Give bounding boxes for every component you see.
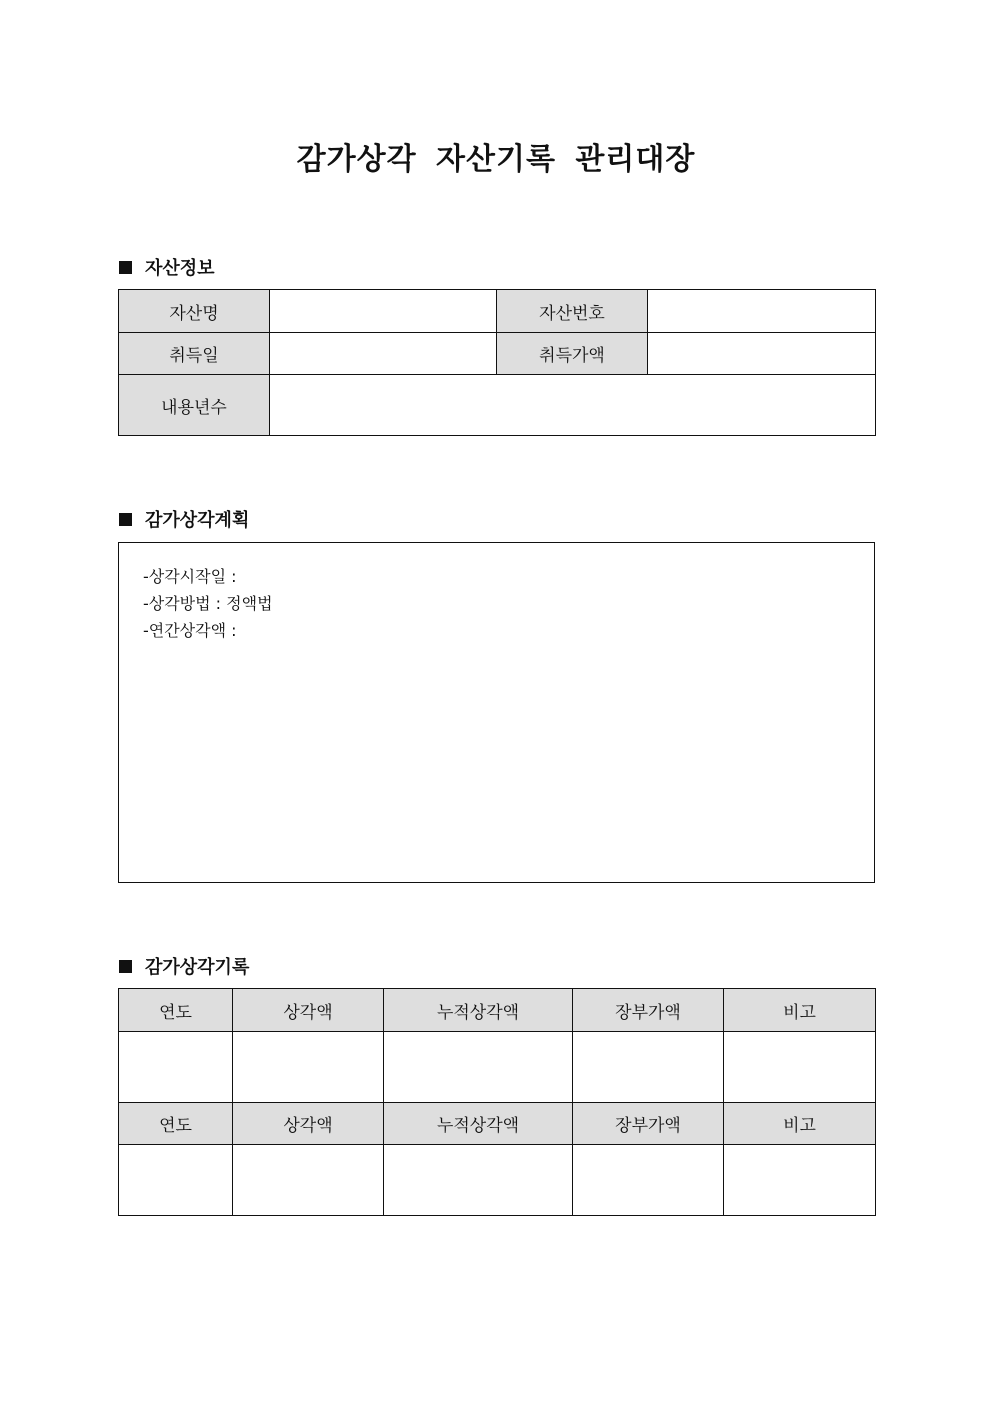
square-bullet-icon <box>119 261 132 274</box>
table-row <box>119 1032 876 1103</box>
acquisition-date-label: 취득일 <box>119 333 270 375</box>
plan-annual-amount-line: -연간상각액 : <box>143 621 237 640</box>
col-accumulated-header: 누적상각액 <box>384 1103 573 1145</box>
page-title: 감가상각 자산기록 관리대장 <box>296 142 696 177</box>
section-heading-label: 감가상각기록 <box>145 957 250 978</box>
col-depreciation-header: 상각액 <box>233 989 384 1032</box>
acquisition-date-field[interactable] <box>270 333 497 375</box>
section-heading-records <box>119 953 249 979</box>
col-book-value-header: 장부가액 <box>573 989 724 1032</box>
acquisition-cost-label: 취득가액 <box>497 333 648 375</box>
useful-life-field[interactable] <box>270 375 876 436</box>
acquisition-cost-field[interactable] <box>648 333 876 375</box>
depreciation-cell[interactable] <box>233 1145 384 1216</box>
col-note-header: 비고 <box>724 989 876 1032</box>
note-cell[interactable] <box>724 1032 876 1103</box>
asset-number-field[interactable] <box>648 290 876 333</box>
section-heading-label: 감가상각계획 <box>145 510 250 531</box>
book-value-cell[interactable] <box>573 1145 724 1216</box>
col-year-header: 연도 <box>119 989 233 1032</box>
table-header-row <box>119 1103 876 1145</box>
col-depreciation-header: 상각액 <box>233 1103 384 1145</box>
plan-start-date-line: -상각시작일 : <box>143 567 237 586</box>
section-heading-plan <box>119 506 249 532</box>
col-note-header: 비고 <box>724 1103 876 1145</box>
section-heading-label: 자산정보 <box>145 258 215 279</box>
section-heading-asset-info <box>119 254 215 280</box>
square-bullet-icon <box>119 960 132 973</box>
year-cell[interactable] <box>119 1145 233 1216</box>
square-bullet-icon <box>119 513 132 526</box>
year-cell[interactable] <box>119 1032 233 1103</box>
note-cell[interactable] <box>724 1145 876 1216</box>
depreciation-plan-box[interactable] <box>118 542 875 883</box>
depreciation-cell[interactable] <box>233 1032 384 1103</box>
useful-life-label: 내용년수 <box>119 375 270 436</box>
asset-number-label: 자산번호 <box>497 290 648 333</box>
asset-info-table <box>118 289 876 436</box>
col-accumulated-header: 누적상각액 <box>384 989 573 1032</box>
asset-name-field[interactable] <box>270 290 497 333</box>
table-header-row <box>119 989 876 1032</box>
accumulated-cell[interactable] <box>384 1145 573 1216</box>
plan-method-line: -상각방법 : 정액법 <box>143 594 273 613</box>
col-book-value-header: 장부가액 <box>573 1103 724 1145</box>
book-value-cell[interactable] <box>573 1032 724 1103</box>
table-row <box>119 1145 876 1216</box>
depreciation-records-table <box>118 988 876 1216</box>
asset-name-label: 자산명 <box>119 290 270 333</box>
accumulated-cell[interactable] <box>384 1032 573 1103</box>
col-year-header: 연도 <box>119 1103 233 1145</box>
